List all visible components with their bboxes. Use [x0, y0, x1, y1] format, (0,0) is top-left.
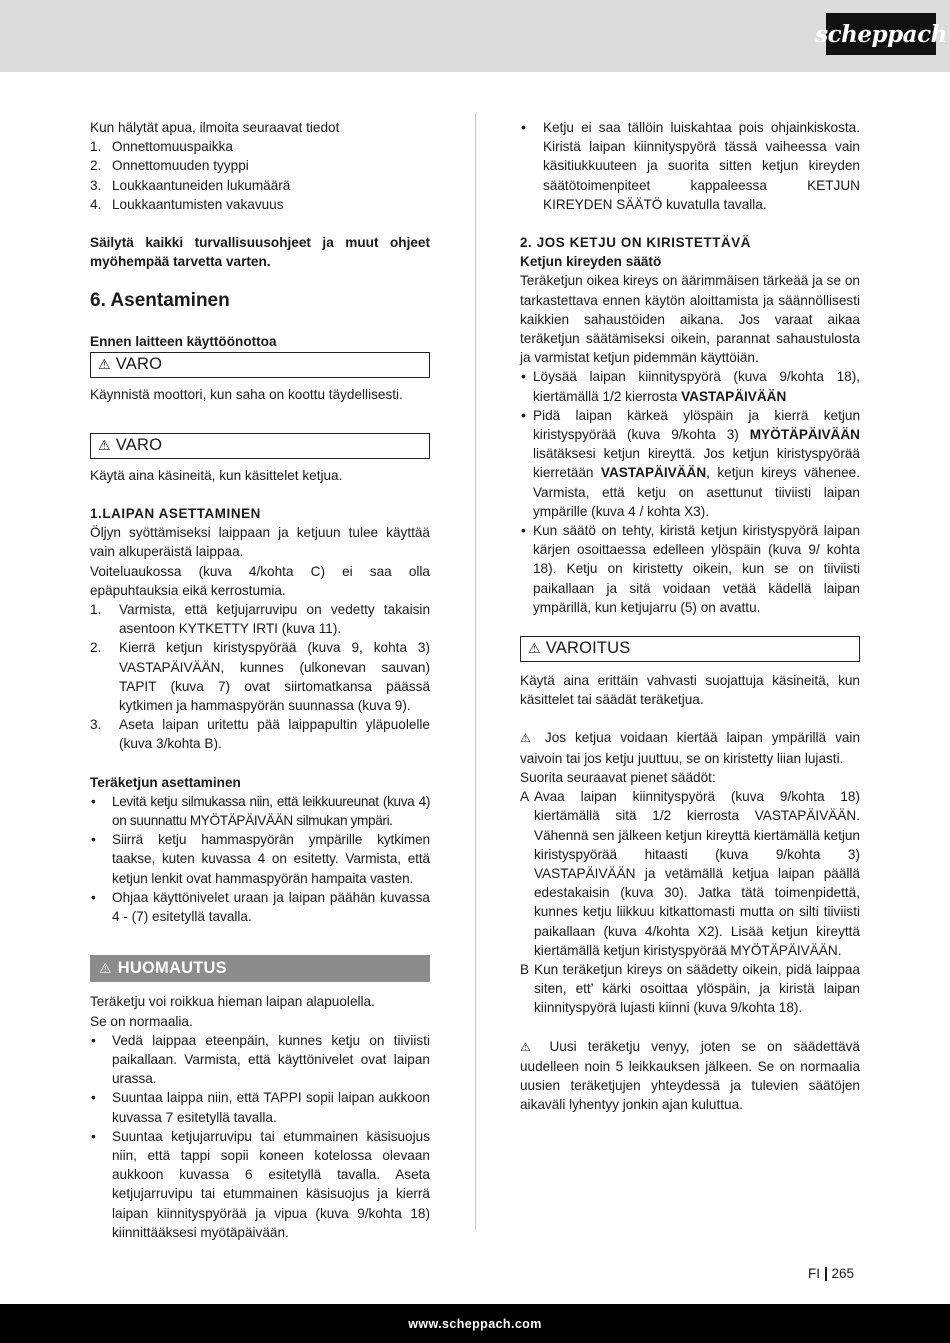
list-item: 1. Onnettomuuspaikka — [90, 139, 233, 155]
new-chain-paragraph: ⚠ Uusi teräketju venyy, joten se on säädettävä uudelleen noin 5 leikkauksen jälkeen. Se on normaalia uusien teräketjujen yhteydessä ja tulevien säätöjen aikaväli lyhentyy jonkin ajan kuluttua. — [520, 1038, 860, 1113]
list-item: • Levitä ketju silmukassa niin, että leikkuureunat (kuva 4) on suunnattu MYÖTÄPÄIVÄÄN silmukan ympäri. — [91, 793, 430, 829]
bar-paragraph: Öljyn syöttämiseksi laippaan ja ketjuun tulee käyttää vain alkuperäistä laippaa. — [90, 525, 430, 560]
note-box: ⚠ HUOMAUTUS — [90, 955, 430, 982]
list-item: 3. Aseta laipan uritettu pää laippapultin yläpuolelle (kuva 3/kohta B). — [90, 717, 430, 752]
note-text: Se on normaalia. — [90, 1013, 193, 1029]
keep-instructions-note: Säilytä kaikki turvallisuusohjeet ja muut ohjeet myöhempää tarvetta varten. — [90, 235, 430, 270]
warning-triangle-icon: ⚠ — [98, 356, 111, 373]
warning-triangle-icon: ⚠ — [520, 731, 536, 746]
website-link[interactable]: www.scheppach.com — [408, 1316, 542, 1331]
list-item: • Pidä laipan kärkeä ylöspäin ja kierrä ketjun kiristyspyörää (kuva 9/kohta 3) MYÖTÄPÄIVÄÄN lisätäksesi ketjun kireyttä. Jos ketjun kiristyspyörää kierretään VASTAPÄIVÄÄN, ketjun kireys vähenee. Varmista, että ketju on asettunut tiiviisti laipan ympärille (kuva 4 / kohta X3). — [521, 407, 860, 519]
loose-chain-paragraph: ⚠ Jos ketjua voidaan kiertää laipan ympärillä vain vaivoin tai jos ketju juuttuu, se on kiristetty liian lujasti. — [520, 730, 861, 766]
page-number: FI 265 — [808, 1266, 855, 1281]
loose-chain-paragraph: Suorita seuraavat pienet säädöt: — [520, 769, 716, 785]
list-item: • Löysää laipan kiinnityspyörä (kuva 9/kohta 18), kiertämällä 1/2 kierrosta VASTAPÄIVÄÄN — [521, 369, 860, 404]
list-item: • Suuntaa laippa niin, että TAPPI sopii laipan aukkoon kuvassa 7 esitetyllä tavalla. — [91, 1090, 430, 1125]
brand-logo: scheppach — [826, 13, 936, 55]
list-item: 4. Loukkaantumisten vakavuus — [90, 196, 284, 212]
alarm-intro: Kun hälytät apua, ilmoita seuraavat tiedot — [90, 120, 340, 135]
caution-text: Käynnistä moottori, kun saha on koottu täydellisesti. — [90, 386, 403, 402]
footer-bar — [0, 1304, 950, 1343]
list-item: 2. Onnettomuuden tyyppi — [90, 158, 249, 174]
chain-steps-list — [90, 792, 430, 926]
tension-paragraph: Teräketjun oikea kireys on äärimmäisen tärkeää ja se on tarkastettava ennen käytön aloittamista ja säännöllisesti kaikkien sahaustöiden aikana. Jos varaat aikaa teräketjun säätämiseksi oikein, parannat sahaustulosta ja varmistat ketjun pidemmän käyttöiän. — [520, 273, 860, 366]
list-item: 2. Kierrä ketjun kiristyspyörää (kuva 9, kohta 3) VASTAPÄIVÄÄN, kunnes (ulkonevan sauvan) TAPIT (kuva 7) ovat siirtomatkansa päässä kytkimen ja hammaspyörän suunnassa (kuva 9). — [90, 640, 430, 714]
continued-list — [520, 118, 860, 214]
caution-text: Käytä aina käsineitä, kun käsittelet ketjua. — [90, 467, 343, 483]
chain-install-heading: Teräketjun asettaminen — [90, 774, 241, 790]
adjustment-list — [520, 787, 860, 1017]
list-item: • Ketju ei saa tällöin luiskahtaa pois ohjainkiskosta. Kiristä laipan kiinnityspyörä tässä vaiheessa vain käsitiukkuuteen ja suorita sitten ketjun kireyden säätötoimenpiteet kappaleessa KETJUN KIREYDEN SÄÄTÖ kuvatulla tavalla. — [521, 120, 860, 212]
warning-triangle-icon: ⚠ — [98, 437, 111, 454]
list-item: • Ohjaa käyttönivelet uraan ja laipan päähän kuvassa 4 - (7) esitetyllä tavalla. — [91, 889, 430, 925]
list-item: • Vedä laippaa eteenpäin, kunnes ketju on tiiviisti paikallaan. Varmista, että käyttönivelet ovat laipan urassa. — [91, 1032, 430, 1087]
list-item: B Kun teräketjun kireys on säädetty oikein, pidä laippaa siten, ett’ kärki osoittaa ylöspäin, ja kiristä laipan kiinnityspyörä lujasti kiinni (kuva 9/kohta 18). — [520, 961, 860, 1016]
list-item: • Siirrä ketju hammaspyörän ympärille kytkimen taakse, kuten kuvassa 4 on esitetty. Varmista, että ketjun lenkit ovat hammaspyörän hampaita vasten. — [91, 832, 430, 886]
section-title: 6. Asentaminen — [90, 290, 230, 312]
before-use-heading: Ennen laitteen käyttöönottoa — [90, 334, 277, 350]
list-item: • Kun säätö on tehty, kiristä ketjun kiristyspyörä laipan kärjen osoittaessa edelleen ylöspäin (kuva 9/ kohta 18). Ketju on kiristetty oikein, kun se on tiiviisti paikallaan ja sitä voidaan vetää kädellä laipan ympärillä, kun ketjujarru (5) on avattu. — [521, 523, 860, 615]
list-item: A Avaa laipan kiinnityspyörä (kuva 9/kohta 18) kiertämällä sitä 1/2 kierrosta VASTAPÄIVÄÄN. Vähennä sen jälkeen ketjun kireyttä kiertämällä ketjun kiristyspyörää hitaasti (kuva 9/kohta 3) VASTAPÄIVÄÄN ja vetämällä ketjua laipan päällä edestakaisin (kuva 30). Jatka tätä toimenpidettä, kunnes ketju liikkuu kitkattomasti mutta on silti tiiviisti paikallaan (kuva 4/kohta X2). Lisää ketjun kireyttä kiertämällä ketjun kiristyspyörää MYÖTÄPÄIVÄÄN. — [520, 789, 860, 958]
caution-box: ⚠ VARO — [90, 352, 430, 378]
list-item: 1. Varmista, että ketjujarruvipu on vedetty takaisin asentoon KYTKETTY IRTI (kuva 11). — [90, 602, 430, 637]
list-item: • Suuntaa ketjujarruvipu tai etummainen käsisuojus niin, että tappi sopii koneen kotelossa olevaan aukkoon kuvassa 6 esitetyllä tavalla. Aseta ketjujarruvipu tai etummainen käsisuojus ja kierrä laipan kiinnityspyörää ja vipua (kuva 9/kohta 18) kiinnittääksesi myötäpäivään. — [91, 1128, 430, 1240]
warning-triangle-icon: ⚠ — [528, 640, 541, 657]
header-bar — [0, 0, 950, 72]
caution-box: ⚠ VARO — [90, 433, 430, 459]
warning-triangle-icon: ⚠ — [99, 960, 112, 977]
note-text: Teräketju voi roikkua hieman laipan alapuolella. — [90, 994, 375, 1010]
column-divider — [475, 113, 476, 1230]
note-list — [90, 1031, 430, 1242]
bar-paragraph: Voiteluaukossa (kuva 4/kohta C) ei saa olla epäpuhtauksia eikä kerrostumia. — [90, 563, 430, 598]
warning-text: Käytä aina erittäin vahvasti suojattuja käsineitä, kun käsittelet tai säädät teräketjua. — [520, 673, 860, 708]
left-column — [90, 118, 430, 1242]
alarm-list — [90, 137, 430, 214]
right-column — [520, 118, 860, 1114]
bar-steps-list — [90, 600, 430, 754]
list-item: 3. Loukkaantuneiden lukumäärä — [90, 177, 291, 193]
warning-box: ⚠ VAROITUS — [520, 636, 860, 662]
tension-subheading: Ketjun kireyden säätö — [520, 254, 662, 270]
tension-heading: 2. JOS KETJU ON KIRISTETTÄVÄ — [520, 235, 752, 251]
bar-install-heading: 1.LAIPAN ASETTAMINEN — [90, 506, 261, 522]
tension-list — [520, 367, 860, 617]
warning-triangle-icon: ⚠ — [520, 1039, 539, 1054]
